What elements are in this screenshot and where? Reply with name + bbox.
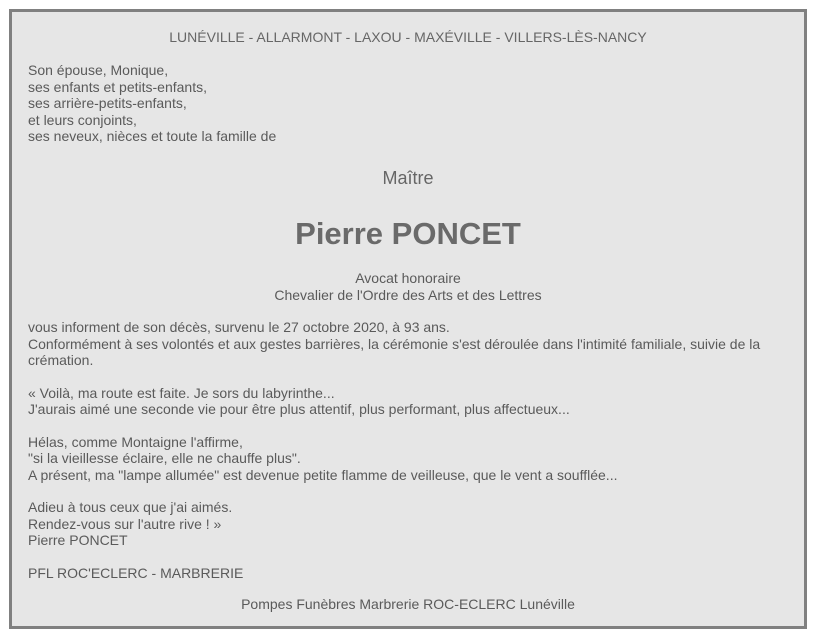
family-list — [28, 62, 276, 145]
quote-line: A présent, ma "lampe allumée" est devenue petite flamme de veilleuse, que le vent a soufflée... — [28, 466, 618, 483]
deceased-name: Pierre PONCET — [295, 216, 521, 251]
title-line: Chevalier de l'Ordre des Arts et des Lettres — [274, 286, 542, 303]
announcement-paragraph — [28, 319, 786, 369]
family-line: Son épouse, Monique, — [28, 62, 169, 78]
honorific: Maître — [382, 168, 434, 188]
announcement-line: Conformément à ses volontés et aux gestes barrières, la cérémonie s'est déroulée dans l'intimité familiale, suivie de la crémation. — [28, 335, 761, 368]
quote-line: Hélas, comme Montaigne l'affirme, — [28, 433, 243, 450]
notice-body — [28, 319, 786, 597]
quote-line: J'aurais aimé une seconde vie pour être plus attentif, plus performant, plus affectueux... — [28, 401, 570, 417]
quote-line: Adieu à tous ceux que j'ai aimés. — [28, 499, 233, 515]
family-line: ses arrière-petits-enfants, — [28, 95, 187, 111]
funeral-home-short: PFL ROC'ECLERC - MARBRERIE — [28, 564, 244, 581]
quote-paragraph — [28, 385, 786, 418]
quote-paragraph — [28, 434, 786, 484]
quote-line: Rendez-vous sur l'autre rive ! » — [28, 515, 222, 532]
funeral-home-footer: Pompes Funèbres Marbrerie ROC-ECLERC Lunéville — [241, 596, 575, 612]
announcement-line: vous informent de son décès, survenu le 27 octobre 2020, à 93 ans. — [28, 319, 450, 335]
quote-line: "si la vieillesse éclaire, elle ne chauffe plus". — [28, 450, 301, 466]
towns-header: LUNÉVILLE - ALLARMONT - LAXOU - MAXÉVILLE - VILLERS-LÈS-NANCY — [169, 29, 647, 45]
family-line: ses enfants et petits-enfants, — [28, 78, 207, 95]
family-line: et leurs conjoints, — [28, 111, 137, 128]
family-line: ses neveux, nièces et toute la famille de — [28, 128, 277, 144]
obituary-notice — [9, 9, 807, 629]
quote-line: « Voilà, ma route est faite. Je sors du labyrinthe... — [28, 384, 335, 401]
titles — [12, 270, 804, 303]
title-line: Avocat honoraire — [355, 270, 461, 286]
signature-line: Pierre PONCET — [28, 532, 128, 548]
quote-paragraph — [28, 499, 786, 549]
